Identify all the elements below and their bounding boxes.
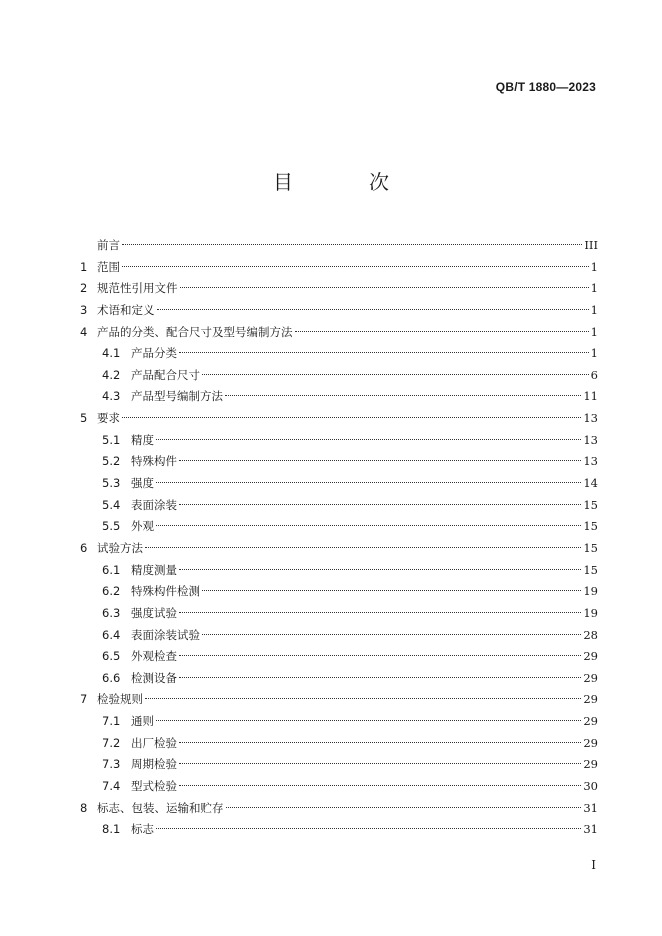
dot-leader [179,612,581,613]
dot-leader [179,655,581,656]
toc-entry-page: 13 [583,454,598,469]
toc-entry[interactable] [80,798,598,820]
toc-entry-title: 强度试验 [131,605,177,620]
toc-entry[interactable] [80,625,598,647]
dot-leader [156,828,581,829]
toc-entry-number: 4 [80,324,88,339]
dot-leader [179,677,581,678]
toc-entry-page: 29 [583,714,598,729]
toc-entry-title: 表面涂装试验 [131,627,200,642]
toc-entry-number: 7.3 [102,757,121,772]
toc-entry-title: 试验方法 [97,540,143,555]
toc-entry-number: 4.2 [102,367,121,382]
toc-entry-page: 15 [583,519,598,534]
toc-entry[interactable] [80,711,598,733]
toc-entry-number: 3 [80,302,88,317]
dot-leader [122,244,582,245]
toc-entry-number: 6.1 [102,562,121,577]
toc-entry[interactable] [80,451,598,473]
toc-entry-number: 4.3 [102,389,121,404]
toc-entry-number: 2 [80,281,88,296]
toc-entry[interactable] [80,235,598,257]
toc-entry-page: 1 [590,324,598,339]
toc-entry-title: 通则 [131,714,154,729]
dot-leader [156,439,581,440]
toc-entry[interactable] [80,495,598,517]
toc-entry-number: 5.1 [102,432,121,447]
toc-entry-number: 5.4 [102,497,121,512]
toc-entry-page: 30 [583,779,598,794]
dot-leader [145,698,581,699]
toc-entry-number: 1 [80,259,88,274]
toc-entry[interactable] [80,300,598,322]
dot-leader [122,266,589,267]
toc-entry[interactable] [80,646,598,668]
toc-entry[interactable] [80,560,598,582]
toc-entry-number: 5 [80,411,88,426]
toc-entry-title: 标志、包装、运输和贮存 [97,800,224,815]
dot-leader [226,807,582,808]
toc-entry-number: 6.5 [102,649,121,664]
toc-entry[interactable] [80,430,598,452]
toc-entry-page: III [584,238,598,252]
toc-entry-title: 出厂检验 [131,735,177,750]
dot-leader [225,395,581,396]
toc-entry-title: 检验规则 [97,692,143,707]
toc-entry-page: 31 [583,800,598,815]
page-number: I [591,858,596,872]
toc-entry-number: 8.1 [102,822,121,837]
toc-entry-number: 6.6 [102,670,121,685]
standard-code: QB/T 1880—2023 [495,80,596,94]
dot-leader [157,309,589,310]
toc-entry-page: 15 [583,540,598,555]
dot-leader [156,525,581,526]
toc-title: 目 次 [273,170,417,194]
toc-entry[interactable] [80,819,598,841]
toc-entry-page: 6 [590,367,598,382]
toc-entry-title: 规范性引用文件 [97,281,178,296]
toc-entry-title: 特殊构件 [131,454,177,469]
toc-entry[interactable] [80,386,598,408]
toc-entry-page: 31 [583,822,598,837]
toc-entry-title: 外观 [131,519,154,534]
dot-leader [122,417,581,418]
toc-entry-page: 28 [583,627,598,642]
dot-leader [179,460,581,461]
toc-entry-page: 29 [583,735,598,750]
toc-entry[interactable] [80,278,598,300]
dot-leader [156,720,581,721]
dot-leader [156,482,581,483]
toc-entry-title: 周期检验 [131,757,177,772]
toc-entry-page: 29 [583,670,598,685]
toc-entry[interactable] [80,343,598,365]
toc-entry-page: 14 [583,476,598,491]
toc-entry-title: 要求 [97,411,120,426]
toc-entry-page: 29 [583,649,598,664]
toc-entry-page: 1 [590,302,598,317]
toc-entry[interactable] [80,581,598,603]
dot-leader [202,374,589,375]
toc-entry[interactable] [80,754,598,776]
toc-entry-page: 15 [583,562,598,577]
toc-entry-title: 产品的分类、配合尺寸及型号编制方法 [97,324,293,339]
toc-entry[interactable] [80,776,598,798]
dot-leader [145,547,581,548]
toc-entry[interactable] [80,603,598,625]
toc-entry[interactable] [80,733,598,755]
toc-entry-page: 29 [583,692,598,707]
toc-entry[interactable] [80,538,598,560]
toc-entry-title: 产品配合尺寸 [131,367,200,382]
dot-leader [180,287,589,288]
toc-entry[interactable] [80,689,598,711]
toc-entry-number: 5.2 [102,454,121,469]
toc-entry-page: 19 [583,584,598,599]
dot-leader [179,742,581,743]
toc-entry-title: 范围 [97,259,120,274]
dot-leader [202,590,581,591]
toc-entry-title: 标志 [131,822,154,837]
toc-entry-number: 6.3 [102,605,121,620]
toc-entry-number: 4.1 [102,346,121,361]
dot-leader [202,634,581,635]
toc-entry[interactable] [80,668,598,690]
toc-entry-number: 7.4 [102,779,121,794]
toc-entry-title: 强度 [131,476,154,491]
dot-leader [179,352,589,353]
toc-entry-title: 外观检查 [131,649,177,664]
toc-entry[interactable] [80,473,598,495]
toc-entry-title: 特殊构件检测 [131,584,200,599]
toc-entry-title: 产品分类 [131,346,177,361]
toc-entry-page: 13 [583,432,598,447]
toc-entry-title: 检测设备 [131,670,177,685]
toc-entry-page: 1 [590,259,598,274]
toc-entry-number: 6.2 [102,584,121,599]
toc-entry-title: 前言 [97,238,120,252]
dot-leader [295,331,589,332]
toc-entry[interactable] [80,516,598,538]
toc-entry-number: 6 [80,540,88,555]
toc-entry-title: 产品型号编制方法 [131,389,223,404]
toc-entry-page: 1 [590,281,598,296]
toc-entry-page: 19 [583,605,598,620]
toc-entry-title: 精度 [131,432,154,447]
toc-entry-number: 7.1 [102,714,121,729]
toc-entry-number: 5.5 [102,519,121,534]
toc-entry[interactable] [80,408,598,430]
toc-entry-page: 15 [583,497,598,512]
toc-entry-page: 11 [583,389,598,404]
toc-entry-number: 5.3 [102,476,121,491]
dot-leader [179,504,581,505]
toc-entry-page: 29 [583,757,598,772]
toc-entry-title: 型式检验 [131,779,177,794]
toc-entry-number: 7 [80,692,88,707]
toc-entry-page: 1 [590,346,598,361]
toc-entry-title: 表面涂装 [131,497,177,512]
table-of-contents [80,235,598,841]
toc-entry[interactable] [80,322,598,344]
toc-entry-number: 6.4 [102,627,121,642]
toc-entry-title: 术语和定义 [97,302,155,317]
toc-entry-page: 13 [583,411,598,426]
toc-entry-number: 7.2 [102,735,121,750]
toc-entry-number: 8 [80,800,88,815]
toc-entry[interactable] [80,365,598,387]
toc-entry[interactable] [80,257,598,279]
dot-leader [179,569,581,570]
dot-leader [179,785,581,786]
toc-entry-title: 精度测量 [131,562,177,577]
dot-leader [179,763,581,764]
